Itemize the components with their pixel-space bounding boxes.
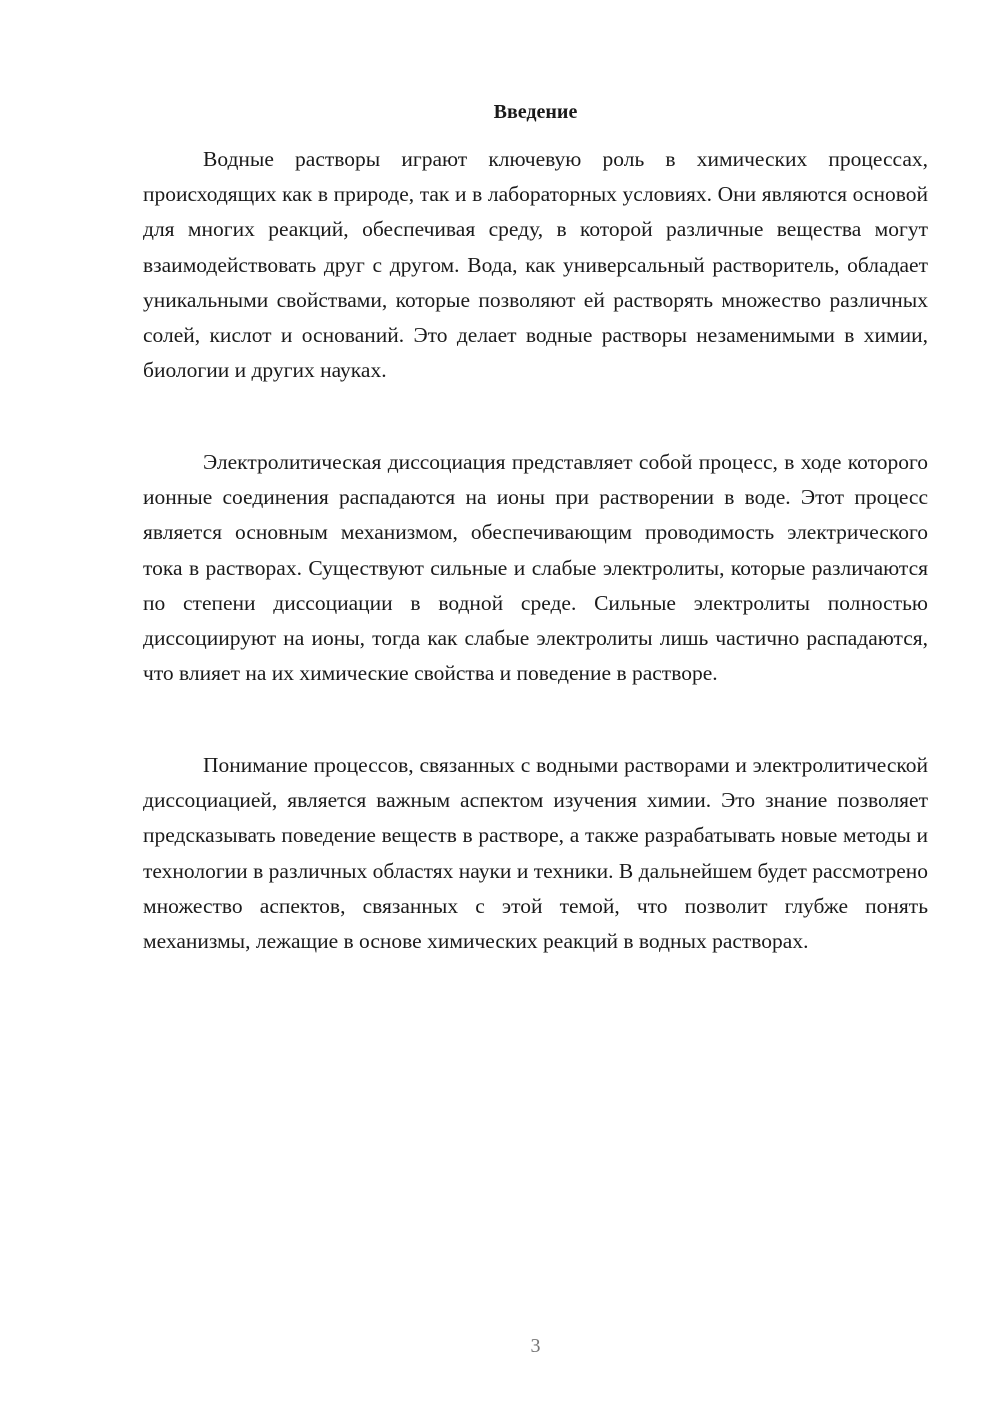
paragraph-2: Электролитическая диссоциация представляет собой процесс, в ходе которого ионные соединения распадаются на ионы при растворении в воде. Этот процесс является основным механизмом, обеспечивающим проводимость электрического тока в растворах. Существуют сильные и слабые электролиты, которые различаются по степени диссоциации в водной среде. Сильные электролиты полностью диссоциируют на ионы, тогда как слабые электролиты лишь частично распадаются, что влияет на их химические свойства и поведение в растворе.: [143, 450, 928, 686]
page-number: 3: [530, 1335, 541, 1357]
section-title: Введение: [493, 101, 578, 123]
paragraph-1: Водные растворы играют ключевую роль в химических процессах, происходящих как в природе, так и в лабораторных условиях. Они являются основой для многих реакций, обеспечивая среду, в которой различные вещества могут взаимодействовать друг с другом. Вода, как универсальный растворитель, обладает уникальными свойствами, которые позволяют ей растворять множество различных солей, кислот и оснований. Это делает водные растворы незаменимыми в химии, биологии и других науках.: [143, 147, 928, 383]
paragraph-3: Понимание процессов, связанных с водными растворами и электролитической диссоциацией, является важным аспектом изучения химии. Это знание позволяет предсказывать поведение веществ в растворе, а также разрабатывать новые методы и технологии в различных областях науки и техники. В дальнейшем будет рассмотрено множество аспектов, связанных с этой темой, что позволит глубже понять механизмы, лежащие в основе химических реакций в водных растворах.: [143, 753, 928, 954]
